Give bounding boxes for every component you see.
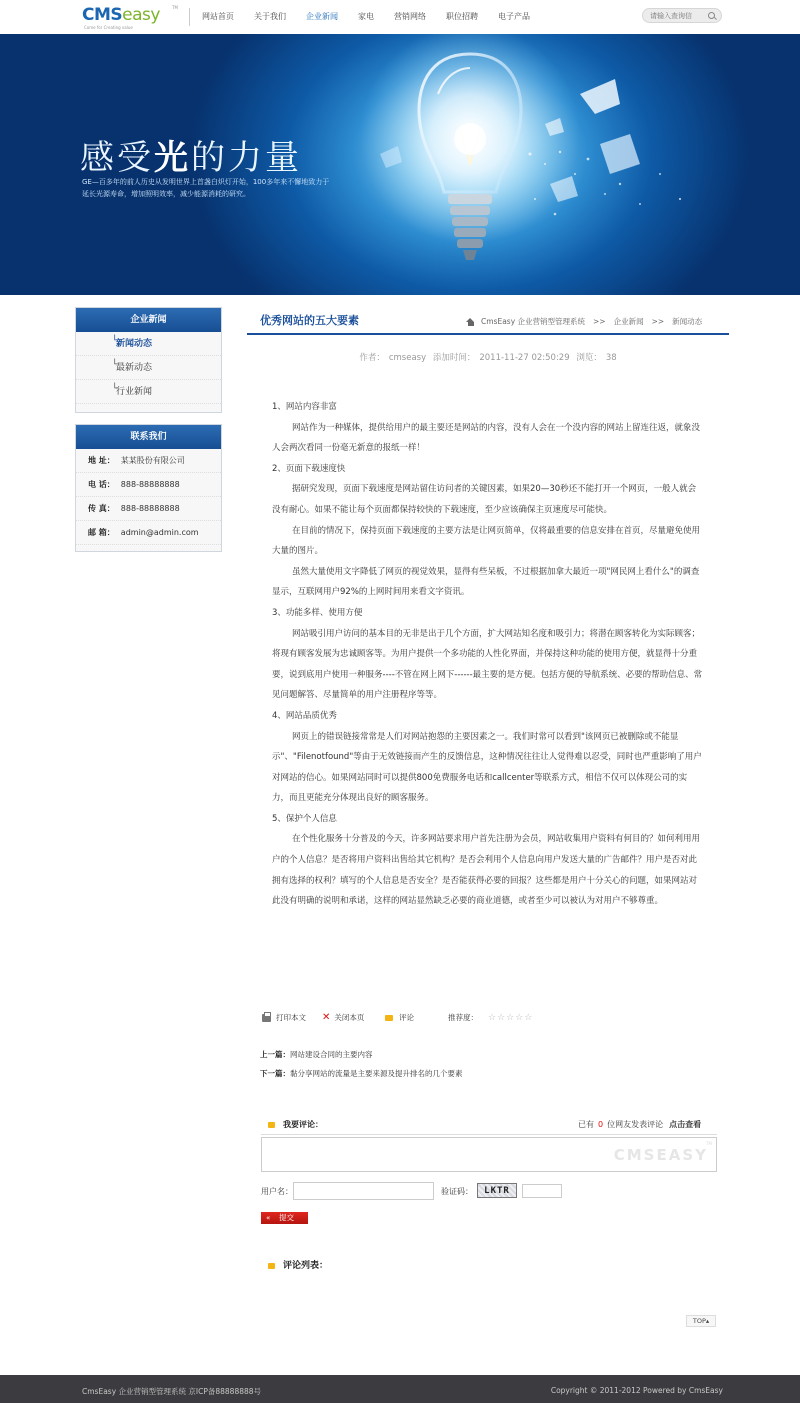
hero-banner xyxy=(0,34,800,295)
sidebar-item[interactable] xyxy=(76,356,221,380)
article-paragraph: 虽然大量使用文字降低了网页的视觉效果，显得有些呆板，不过根据加拿大最近一项"网民网上看什么"的调查显示，互联网用户92%的上网时间用来看文字资讯。 xyxy=(272,566,700,598)
search-box[interactable] xyxy=(642,8,722,23)
title-rule xyxy=(247,333,729,335)
article-views: 38 xyxy=(605,353,617,363)
comment-link[interactable]: 评论 xyxy=(385,1012,414,1023)
footer-left: CmsEasy 企业营销型管理系统 京ICP备88888888号 xyxy=(82,1387,262,1396)
contact-key: 邮 箱： xyxy=(88,528,115,537)
username-label: 用户名： xyxy=(261,1187,293,1196)
article-subheading: 1、网站内容非富 xyxy=(272,402,337,412)
nav-item[interactable]: 电子产品 xyxy=(498,12,530,21)
breadcrumb-separator: >> xyxy=(593,317,606,326)
logo-text: CMSeasy xyxy=(82,5,160,25)
captcha-label: 验证码： xyxy=(441,1187,473,1196)
site-logo[interactable] xyxy=(82,5,182,31)
sidebar-news-title: 企业新闻 xyxy=(76,308,221,332)
bullet-icon xyxy=(268,1122,275,1128)
contact-value: admin@admin.com xyxy=(120,528,199,537)
comment-heading: 我要评论： xyxy=(268,1119,323,1130)
prev-article-link[interactable]: 网站建设合同的主要内容 xyxy=(290,1050,373,1059)
article-paragraph: 在目前的情况下，保持页面下载速度的主要方法是让网页简单，仅将最重要的信息安排在首页，尽量避免使用大量的图片。 xyxy=(272,525,701,557)
view-comments-link[interactable]: 点击查看 xyxy=(669,1120,702,1129)
article-paragraph: 网站吸引用户访问的基本目的无非是出于几个方面，扩大网站知名度和吸引力；将潜在顾客转化为实际顾客；将现有顾客发展为忠诚顾客等。为用户提供一个多功能的人性化界面，并保持这种功能的使用方便，就显得十分重要，说到底用户使用一种服务----不管在网上网下------最主要的是方便。包括方便的导航系统、必要的帮助信息、常见问题解答、尽量简单的用户注册程序等等。 xyxy=(272,628,703,701)
nav-item[interactable]: 家电 xyxy=(358,12,374,21)
contact-value: 888-88888888 xyxy=(120,504,180,513)
breadcrumb-separator: >> xyxy=(651,317,665,326)
nav-item[interactable]: 网站首页 xyxy=(202,12,234,21)
contact-key: 电 话： xyxy=(88,480,115,489)
contact-key: 地 址： xyxy=(88,456,115,465)
article-time: 2011-11-27 02:50:29 xyxy=(479,353,570,363)
article-subheading: 2、页面下载速度快 xyxy=(272,463,346,474)
nav-item[interactable]: 职位招聘 xyxy=(446,12,478,21)
bullet-icon xyxy=(268,1263,275,1269)
header-divider xyxy=(189,8,190,26)
close-icon: ✕ xyxy=(322,1012,331,1023)
lightbulb-image xyxy=(320,34,800,295)
comment-count: 已有 0 位网友发表评论 点击查看 xyxy=(578,1120,702,1129)
contact-row xyxy=(76,521,221,545)
comment-icon xyxy=(385,1015,393,1021)
sidebar-contact-title: 联系我们 xyxy=(76,425,221,449)
article-meta: 作者： cmseasy 添加时间： 2011-11-27 02:50:29 浏览： 38 xyxy=(359,353,617,363)
sidebar-contact xyxy=(75,424,222,552)
tree-branch-icon: └ xyxy=(112,384,118,394)
tree-branch-icon: └ xyxy=(112,336,118,346)
sidebar-news-list xyxy=(76,332,221,404)
username-input[interactable] xyxy=(293,1182,434,1200)
search-icon[interactable] xyxy=(708,12,715,19)
article-paragraph: 在个性化服务十分普及的今天，许多网站要求用户首先注册为会员，网站收集用户资料有何目的？如何利用用户的个人信息？是否将用户资料出售给其它机构？是否会利用个人信息向用户发送大量的广告邮件？用户是否对此拥有选择的权利？填写的个人信息是否安全？是否能获得必要的回报？这些都是用户十分关心的问题，如果网站对此没有明确的说明和承诺，这样的网站显然缺乏必要的商业道德，或者至少可以被认为对用户不够尊重。 xyxy=(272,834,701,907)
rating: 推荐度： ☆☆☆☆☆ xyxy=(448,1012,534,1023)
printer-icon xyxy=(262,1014,271,1022)
article-subheading: 3、功能多样、使用方便 xyxy=(272,607,363,618)
page-title: 优秀网站的五大要素 xyxy=(260,314,359,327)
breadcrumb-link[interactable]: 企业新闻 xyxy=(613,317,644,326)
nav-item[interactable]: 营销网络 xyxy=(394,12,426,21)
comment-divider xyxy=(261,1134,717,1135)
sidebar-item-label: 最新动态 xyxy=(116,363,153,373)
breadcrumb-link[interactable]: 新闻动态 xyxy=(672,317,703,326)
logo-tagline: Come for Creating value xyxy=(84,25,133,30)
print-button[interactable]: 打印本文 xyxy=(262,1012,306,1023)
captcha-image[interactable]: LKTR xyxy=(477,1183,517,1198)
contact-row xyxy=(76,449,221,473)
home-icon[interactable] xyxy=(466,318,475,326)
banner-headline: 感受光的力量 xyxy=(80,138,302,178)
sidebar-news xyxy=(75,307,222,413)
next-article-link[interactable]: 黏分享网站的流量是主要来源及提升排名的几个要素 xyxy=(290,1069,463,1078)
contact-row xyxy=(76,497,221,521)
captcha-input[interactable] xyxy=(522,1184,562,1198)
article-paragraph: 据研究发现，页面下载速度是网站留住访问者的关键因素，如果20—30秒还不能打开一个网页，一般人就会没有耐心。如果不能让每个页面都保持较快的下载速度，至少应该确保主页速度尽可能快。 xyxy=(272,484,697,515)
contact-key: 传 真： xyxy=(88,504,115,513)
comment-textarea[interactable]: CMSEASY TM xyxy=(261,1137,717,1172)
watermark-logo: CMSEASY xyxy=(613,1146,708,1164)
site-header xyxy=(0,0,800,34)
sidebar-item[interactable] xyxy=(76,332,221,356)
footer-right: Copyright © 2011-2012 Powered by CmsEasy xyxy=(550,1386,723,1395)
logo-tm: TM xyxy=(172,5,178,10)
article-subheading: 5、保护个人信息 xyxy=(272,813,337,824)
back-to-top-button[interactable]: TOP▴ xyxy=(686,1315,716,1327)
prev-article: 上一篇：网站建设合同的主要内容 xyxy=(260,1050,373,1059)
breadcrumb xyxy=(466,316,702,327)
sidebar-item-label: 新闻动态 xyxy=(116,339,153,349)
article-paragraph: 网页上的错误链接常常是人们对网站抱怨的主要因素之一。我们时常可以看到"该网页已被删除或不能显示"、"Filenotfound"等由于无效链接而产生的反馈信息，这种情况往往让人觉得难以忍受，同时也严重影响了用户对网站的信心。如果网站同时可以提供800免费服务电话和callcenter等联系方式，相信不仅可以体现公司的实力，而且更能充分体现出良好的顾客服务。 xyxy=(272,731,702,804)
site-footer xyxy=(0,1375,800,1403)
comment-list-heading: 评论列表： xyxy=(268,1258,328,1271)
nav-item[interactable]: 关于我们 xyxy=(254,12,286,21)
article-body xyxy=(272,397,704,912)
contact-value: 888-88888888 xyxy=(120,480,180,489)
article-author: cmseasy xyxy=(388,353,427,363)
next-article: 下一篇：黏分享网站的流量是主要来源及提升排名的几个要素 xyxy=(260,1069,463,1078)
rating-stars[interactable]: ☆☆☆☆☆ xyxy=(488,1012,534,1023)
banner-description: GE—百多年的前人历史从发明世界上首盏白炽灯开始，100多年来不懈地致力于延长光源寿命，增加照明效率，减少能源消耗的研究。 xyxy=(82,178,330,198)
double-arrow-icon: « xyxy=(266,1214,271,1222)
article-paragraph: 网站作为一种媒体，提供给用户的最主要还是网站的内容，没有人会在一个没内容的网站上留连往返，就象没人会两次看同一份毫无新意的报纸一样！ xyxy=(272,422,701,454)
sidebar-item[interactable] xyxy=(76,380,221,404)
article-subheading: 4、网站品质优秀 xyxy=(272,710,337,721)
contact-value: 某某股份有限公司 xyxy=(120,456,185,465)
close-page-button[interactable]: ✕ 关闭本页 xyxy=(322,1012,365,1023)
breadcrumb-link[interactable]: CmsEasy 企业营销型管理系统 xyxy=(481,317,586,326)
sidebar-item-label: 行业新闻 xyxy=(116,387,153,397)
submit-button[interactable]: « 提交 xyxy=(261,1212,308,1224)
contact-row xyxy=(76,473,221,497)
search-input[interactable] xyxy=(650,10,708,21)
main-nav xyxy=(192,7,540,27)
tree-branch-icon: └ xyxy=(112,360,118,370)
caret-up-icon: ▴ xyxy=(705,1317,710,1325)
contact-list xyxy=(76,449,221,545)
nav-item[interactable]: 企业新闻 xyxy=(296,7,348,27)
